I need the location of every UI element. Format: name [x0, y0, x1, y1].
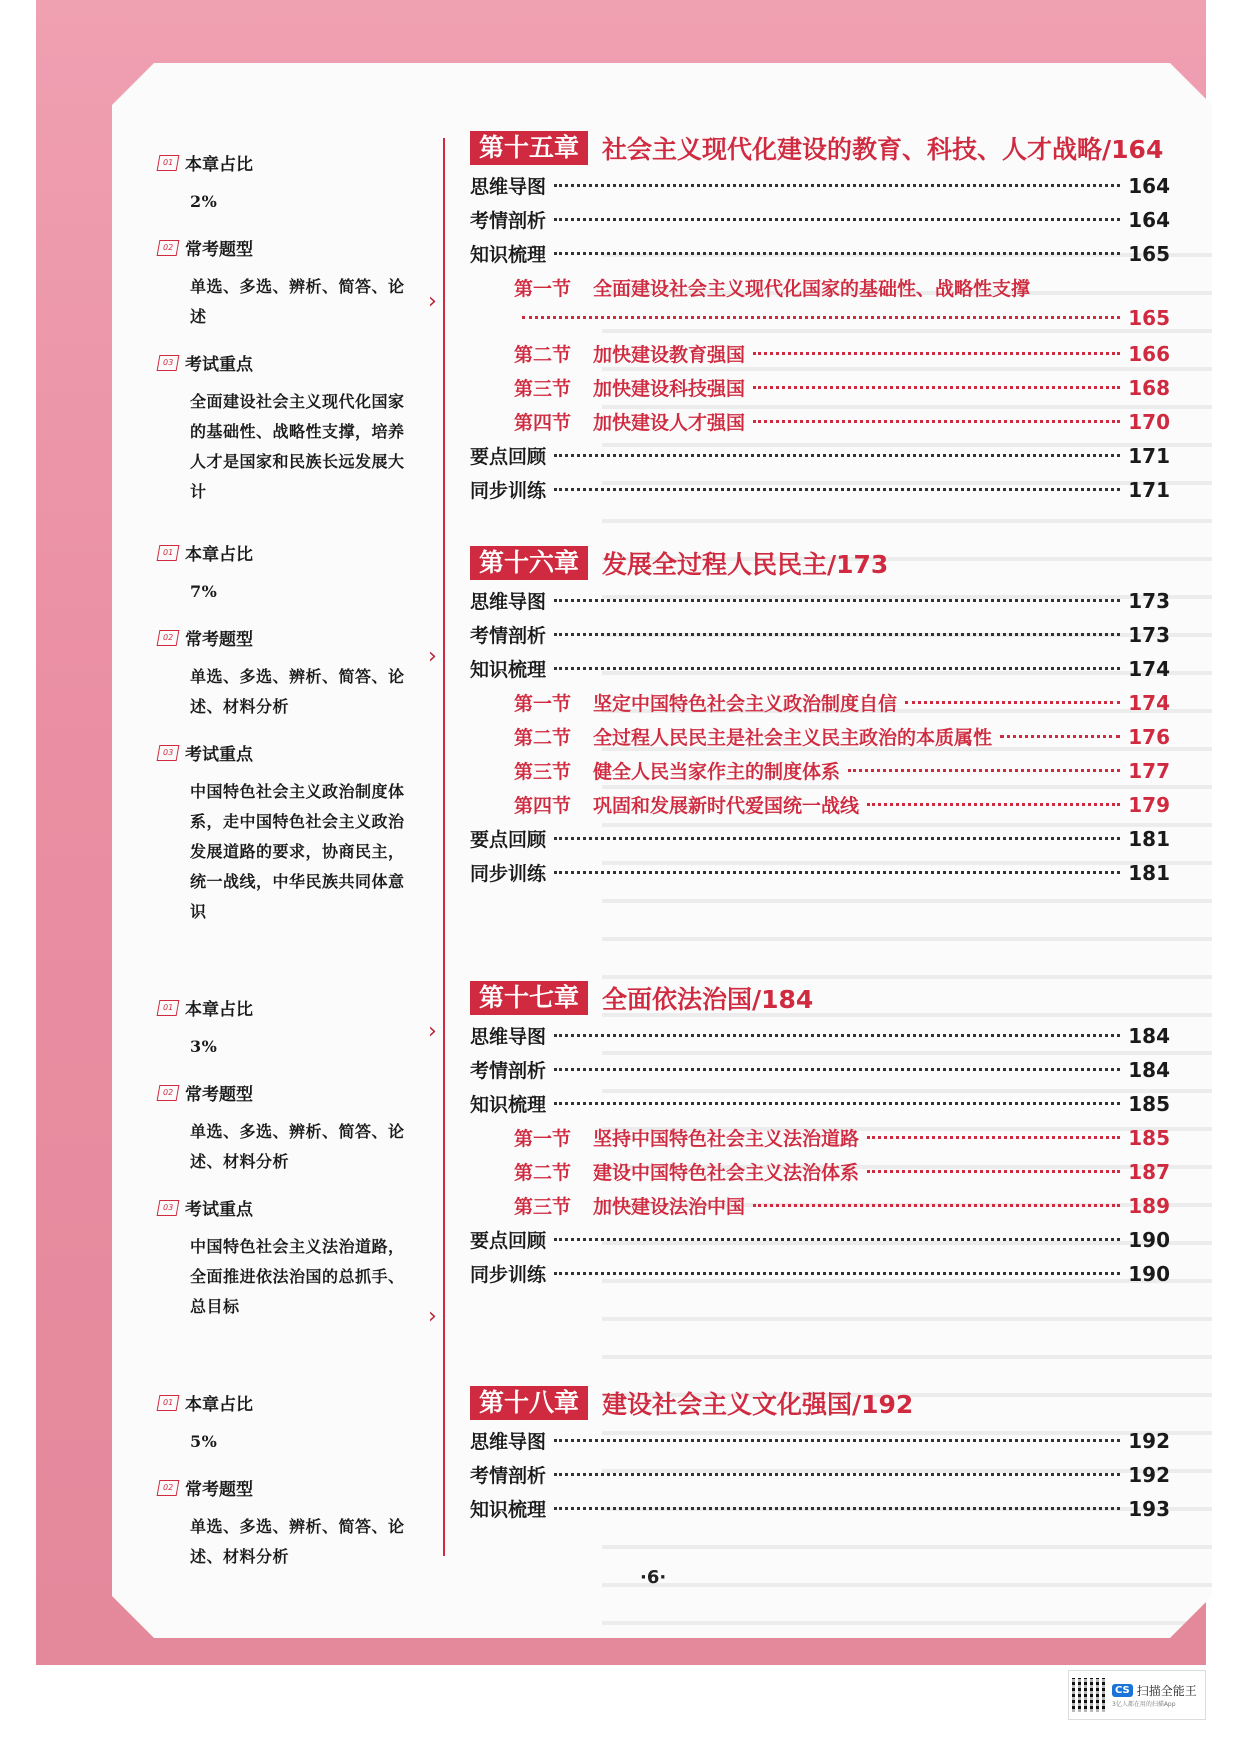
- share-heading: [158, 150, 413, 175]
- toc-section-entry[interactable]: [470, 408, 1170, 442]
- badge-01-icon: 01: [157, 1395, 180, 1411]
- section-page: 179: [1128, 793, 1170, 817]
- entry-page: 174: [1128, 657, 1170, 681]
- chapter-17: [470, 980, 1170, 1294]
- entry-label: 思维导图: [470, 1026, 547, 1048]
- entry-page: 181: [1128, 827, 1170, 851]
- toc-entry[interactable]: [470, 825, 1170, 859]
- toc-entry[interactable]: [470, 1226, 1170, 1260]
- share-title: 本章占比: [185, 1395, 253, 1415]
- dot-leader: [554, 1238, 1120, 1241]
- chapter-title[interactable]: 建设社会主义文化强国/192: [602, 1390, 914, 1419]
- badge-02-icon: 02: [157, 630, 180, 646]
- toc-section-entry[interactable]: [470, 1124, 1170, 1158]
- section-page: 170: [1128, 410, 1170, 434]
- section-page: 176: [1128, 725, 1170, 749]
- entry-page: 184: [1128, 1058, 1170, 1082]
- toc-entry[interactable]: [470, 587, 1170, 621]
- dot-leader: [1000, 735, 1120, 738]
- dot-leader: [848, 769, 1120, 772]
- dot-leader: [522, 316, 1120, 319]
- toc-entry[interactable]: [470, 1495, 1170, 1529]
- toc-entry[interactable]: [470, 476, 1170, 510]
- dot-leader: [554, 454, 1120, 457]
- sidebar-block-18: [158, 1390, 413, 1590]
- toc-section-entry[interactable]: [470, 757, 1170, 791]
- dot-leader: [554, 1473, 1120, 1476]
- section-page: 185: [1128, 1126, 1170, 1150]
- entry-label: 同步训练: [470, 1264, 547, 1286]
- entry-page: 192: [1128, 1429, 1170, 1453]
- focus-heading: [158, 740, 413, 765]
- badge-02-icon: 02: [157, 240, 180, 256]
- section-label: 加快建设教育强国: [593, 344, 746, 366]
- entry-label: 考情剖析: [470, 1060, 547, 1082]
- entry-page: 190: [1128, 1228, 1170, 1252]
- toc-section-entry[interactable]: [470, 274, 1170, 306]
- toc-section-entry[interactable]: [470, 1192, 1170, 1226]
- section-number: 第一节: [514, 693, 572, 715]
- types-value: 单选、多选、辨析、简答、论述、材料分析: [190, 667, 405, 716]
- dot-leader: [905, 701, 1120, 704]
- entry-page: 164: [1128, 174, 1170, 198]
- focus-title: 考试重点: [185, 745, 253, 765]
- types-title: 常考题型: [185, 630, 253, 650]
- dot-leader: [554, 1068, 1120, 1071]
- dot-leader: [554, 488, 1120, 491]
- toc-entry[interactable]: [470, 1260, 1170, 1294]
- sidebar-block-16: [158, 540, 413, 945]
- types-value: 单选、多选、辨析、简答、论述: [190, 277, 405, 326]
- entry-page: 173: [1128, 623, 1170, 647]
- types-heading: [158, 1080, 413, 1105]
- types-value: 单选、多选、辨析、简答、论述、材料分析: [190, 1122, 405, 1171]
- sidebar-block-15: [158, 150, 413, 525]
- toc-entry[interactable]: [470, 1056, 1170, 1090]
- dot-leader: [753, 420, 1120, 423]
- entry-label: 考情剖析: [470, 625, 547, 647]
- toc-section-entry[interactable]: [470, 374, 1170, 408]
- section-page: 166: [1128, 342, 1170, 366]
- focus-value: 全面建设社会主义现代化国家的基础性、战略性支撑，培养人才是国家和民族长远发展大计: [190, 392, 405, 501]
- chapter-16: [470, 545, 1170, 893]
- dot-leader: [554, 1507, 1120, 1510]
- dot-leader: [554, 184, 1120, 187]
- toc-section-entry[interactable]: [470, 791, 1170, 825]
- section-label: 加快建设科技强国: [593, 378, 746, 400]
- entry-label: 思维导图: [470, 1431, 547, 1453]
- badge-01-icon: 01: [157, 545, 180, 561]
- scanner-name: 扫描全能王: [1136, 1684, 1197, 1698]
- badge-03-icon: 03: [157, 355, 180, 371]
- entry-page: 171: [1128, 444, 1170, 468]
- focus-title: 考试重点: [185, 1200, 253, 1220]
- types-title: 常考题型: [185, 1480, 253, 1500]
- section-page: 165: [1128, 306, 1170, 330]
- section-page: 187: [1128, 1160, 1170, 1184]
- share-value: 2%: [190, 192, 218, 211]
- entry-page: 164: [1128, 208, 1170, 232]
- chapter-18: [470, 1385, 1170, 1529]
- dot-leader: [753, 352, 1120, 355]
- entry-label: 思维导图: [470, 176, 547, 198]
- entry-label: 思维导图: [470, 591, 547, 613]
- chapter-title[interactable]: 发展全过程人民民主/173: [602, 550, 889, 579]
- toc-entry[interactable]: [470, 655, 1170, 689]
- share-title: 本章占比: [185, 155, 253, 175]
- chapter-heading: [470, 980, 1170, 1016]
- types-title: 常考题型: [185, 240, 253, 260]
- section-number: 第四节: [514, 412, 572, 434]
- page-number: ·6·: [640, 1567, 667, 1588]
- focus-value: 中国特色社会主义政治制度体系，走中国特色社会主义政治发展道路的要求，协商民主，统一战线，中华民族共同体意识: [190, 782, 405, 921]
- entry-label: 知识梳理: [470, 244, 547, 266]
- section-number: 第三节: [514, 1196, 572, 1218]
- section-label: 建设中国特色社会主义法治体系: [593, 1162, 860, 1184]
- badge-03-icon: 03: [157, 1200, 180, 1216]
- focus-value: 中国特色社会主义法治道路，全面推进依法治国的总抓手、总目标: [190, 1237, 405, 1316]
- entry-label: 知识梳理: [470, 1094, 547, 1116]
- chapter-number: 第十六章: [470, 546, 588, 580]
- entry-label: 要点回顾: [470, 829, 547, 851]
- dot-leader: [867, 1136, 1120, 1139]
- entry-page: 193: [1128, 1497, 1170, 1521]
- toc-entry[interactable]: [470, 172, 1170, 206]
- dot-leader: [554, 599, 1120, 602]
- section-label: 巩固和发展新时代爱国统一战线: [593, 795, 860, 817]
- share-heading: [158, 540, 413, 565]
- share-heading: [158, 995, 413, 1020]
- badge-03-icon: 03: [157, 745, 180, 761]
- entry-page: 165: [1128, 242, 1170, 266]
- dot-leader: [554, 871, 1120, 874]
- dot-leader: [554, 1102, 1120, 1105]
- toc-entry[interactable]: [470, 240, 1170, 274]
- sidebar-block-17: [158, 995, 413, 1340]
- share-title: 本章占比: [185, 545, 253, 565]
- chevron-right-icon: ›: [428, 1304, 437, 1329]
- dot-leader: [554, 252, 1120, 255]
- dot-leader: [554, 1034, 1120, 1037]
- section-page: 168: [1128, 376, 1170, 400]
- entry-label: 考情剖析: [470, 1465, 547, 1487]
- entry-page: 192: [1128, 1463, 1170, 1487]
- entry-page: 171: [1128, 478, 1170, 502]
- dot-leader: [867, 803, 1120, 806]
- badge-02-icon: 02: [157, 1085, 180, 1101]
- share-title: 本章占比: [185, 1000, 253, 1020]
- section-label: 全面建设社会主义现代化国家的基础性、战略性支撑: [593, 278, 1031, 300]
- section-label: 健全人民当家作主的制度体系: [593, 761, 841, 783]
- badge-01-icon: 01: [157, 155, 180, 171]
- entry-page: 185: [1128, 1092, 1170, 1116]
- entry-page: 173: [1128, 589, 1170, 613]
- entry-label: 知识梳理: [470, 1499, 547, 1521]
- chapter-title[interactable]: 全面依法治国/184: [602, 985, 814, 1014]
- section-label: 全过程人民民主是社会主义民主政治的本质属性: [593, 727, 993, 749]
- section-label: 加快建设法治中国: [593, 1196, 746, 1218]
- section-number: 第二节: [514, 727, 572, 749]
- types-title: 常考题型: [185, 1085, 253, 1105]
- section-number: 第三节: [514, 378, 572, 400]
- section-label: 坚持中国特色社会主义法治道路: [593, 1128, 860, 1150]
- toc-section-entry[interactable]: [470, 723, 1170, 757]
- types-heading: [158, 1475, 413, 1500]
- section-number: 第二节: [514, 1162, 572, 1184]
- section-label: 加快建设人才强国: [593, 412, 746, 434]
- entry-label: 同步训练: [470, 480, 547, 502]
- share-heading: [158, 1390, 413, 1415]
- dot-leader: [554, 1272, 1120, 1275]
- focus-heading: [158, 350, 413, 375]
- dot-leader: [753, 386, 1120, 389]
- entry-label: 同步训练: [470, 863, 547, 885]
- toc-section-entry[interactable]: [470, 1158, 1170, 1192]
- section-number: 第二节: [514, 344, 572, 366]
- chapter-number: 第十七章: [470, 981, 588, 1015]
- entry-label: 知识梳理: [470, 659, 547, 681]
- section-page: 177: [1128, 759, 1170, 783]
- section-number: 第一节: [514, 278, 572, 300]
- toc-section-entry[interactable]: [470, 340, 1170, 374]
- toc-section-page-line[interactable]: [470, 306, 1170, 340]
- entry-label: 考情剖析: [470, 210, 547, 232]
- entry-page: 190: [1128, 1262, 1170, 1286]
- share-value: 7%: [190, 582, 218, 601]
- toc-entry[interactable]: [470, 442, 1170, 476]
- types-value: 单选、多选、辨析、简答、论述、材料分析: [190, 1517, 405, 1566]
- section-page: 189: [1128, 1194, 1170, 1218]
- chevron-right-icon: ›: [428, 1019, 437, 1044]
- section-number: 第一节: [514, 1128, 572, 1150]
- share-value: 5%: [190, 1432, 218, 1451]
- dot-leader: [554, 218, 1120, 221]
- chapter-heading: [470, 130, 1170, 166]
- dot-leader: [554, 1439, 1120, 1442]
- entry-page: 181: [1128, 861, 1170, 885]
- scanner-watermark: [1068, 1670, 1206, 1720]
- chevron-right-icon: ›: [428, 289, 437, 314]
- badge-02-icon: 02: [157, 1480, 180, 1496]
- dot-leader: [867, 1170, 1120, 1173]
- toc-entry[interactable]: [470, 859, 1170, 893]
- dot-leader: [554, 667, 1120, 670]
- focus-title: 考试重点: [185, 355, 253, 375]
- chapter-title[interactable]: 社会主义现代化建设的教育、科技、人才战略/164: [602, 135, 1164, 164]
- toc-entry[interactable]: [470, 206, 1170, 240]
- chapter-heading: [470, 1385, 1170, 1421]
- share-value: 3%: [190, 1037, 218, 1056]
- badge-01-icon: 01: [157, 1000, 180, 1016]
- chapter-number: 第十八章: [470, 1386, 588, 1420]
- dot-leader: [554, 633, 1120, 636]
- section-number: 第三节: [514, 761, 572, 783]
- toc-entry[interactable]: [470, 621, 1170, 655]
- dot-leader: [753, 1204, 1120, 1207]
- entry-label: 要点回顾: [470, 1230, 547, 1252]
- entry-page: 184: [1128, 1024, 1170, 1048]
- section-page: 174: [1128, 691, 1170, 715]
- camscanner-logo-icon: CS: [1112, 1684, 1133, 1697]
- entry-label: 要点回顾: [470, 446, 547, 468]
- chevron-right-icon: ›: [428, 644, 437, 669]
- chapter-15: [470, 130, 1170, 510]
- types-heading: [158, 235, 413, 260]
- divider-line: [443, 138, 445, 1556]
- toc-entry[interactable]: [470, 1022, 1170, 1056]
- chapter-number: 第十五章: [470, 131, 588, 165]
- section-label: 坚定中国特色社会主义政治制度自信: [593, 693, 898, 715]
- scanner-tagline: 3亿人都在用的扫描App: [1112, 1701, 1176, 1708]
- types-heading: [158, 625, 413, 650]
- section-number: 第四节: [514, 795, 572, 817]
- toc-entry[interactable]: [470, 1427, 1170, 1461]
- toc-entry[interactable]: [470, 1090, 1170, 1124]
- focus-heading: [158, 1195, 413, 1220]
- dot-leader: [554, 837, 1120, 840]
- chapter-heading: [470, 545, 1170, 581]
- qr-code-icon: [1072, 1678, 1106, 1712]
- toc-section-entry[interactable]: [470, 689, 1170, 723]
- toc-entry[interactable]: [470, 1461, 1170, 1495]
